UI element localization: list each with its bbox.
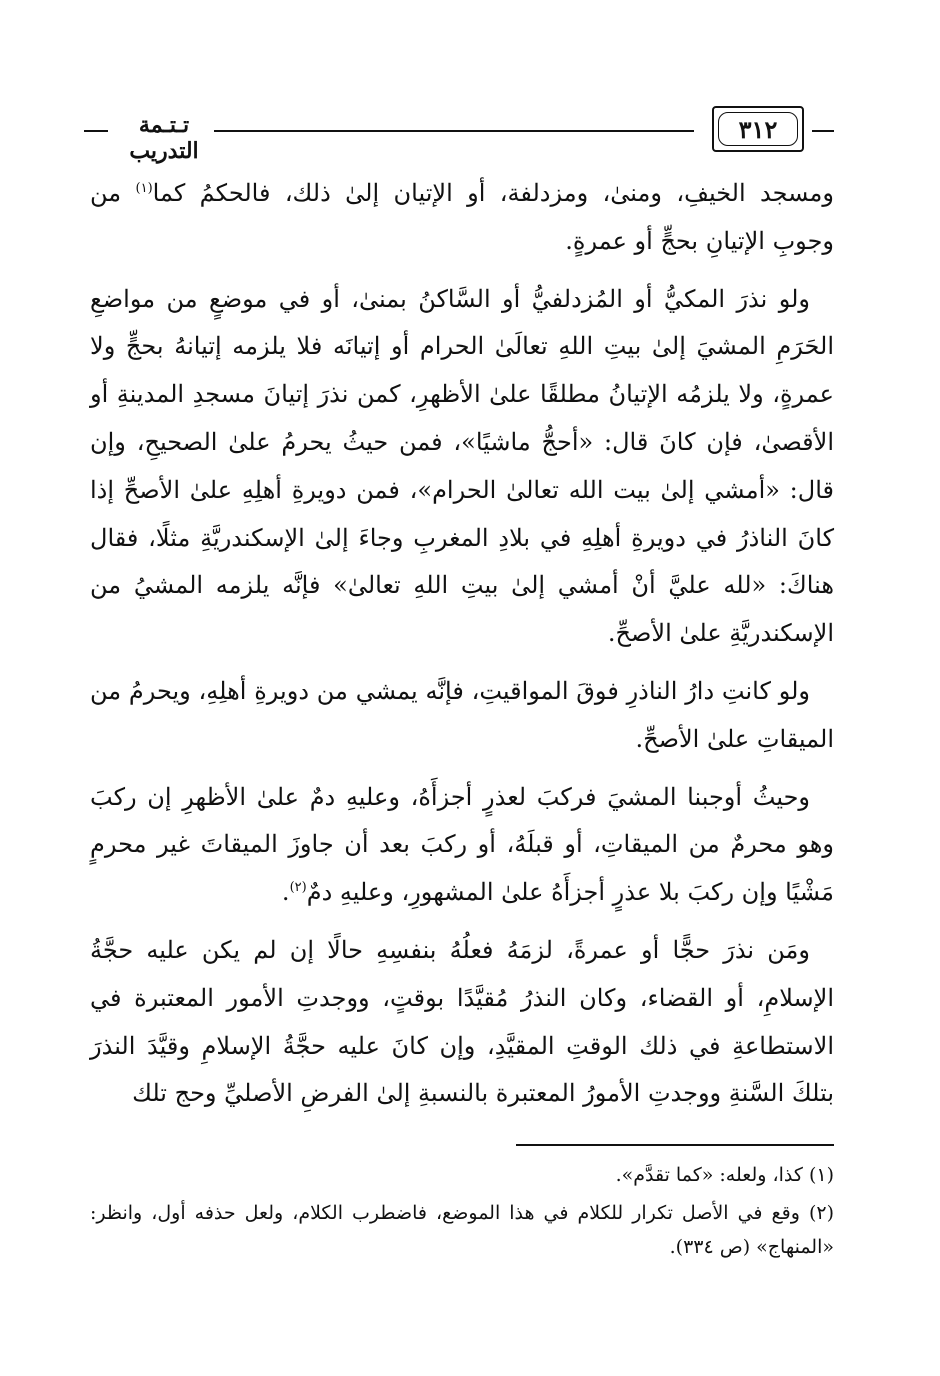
main-text — [90, 170, 834, 1128]
footnote-separator — [516, 1144, 834, 1146]
footnote-ref-2: (٢) — [289, 880, 307, 896]
paragraph-4-text: وحيثُ أوجبنا المشيَ فركبَ لعذرٍ أجزأَهُ، وعليهِ دمٌ علىٰ الأظهرِ إن ركبَ وهو محرمٌ من الميقاتِ، أو قبلَهُ، أو ركبَ بعد أن جاوزَ الميقاتَ غير محرمٍ مَشْيًا وإن ركبَ بلا عذرٍ أجزأَهُ علىٰ المشهورِ، وعليهِ دمٌ — [90, 782, 834, 907]
header-rule — [214, 130, 694, 132]
footnote-2-text: وقع في الأصل تكرار للكلام في هذا الموضع، فاضطرب الكلام، ولعل حذفه أول، وانظر: «المنهاج» (ص ٣٣٤). — [90, 1202, 834, 1258]
footnote-2 — [90, 1196, 834, 1264]
paragraph-4-text-end: . — [281, 878, 290, 907]
footnote-1 — [90, 1158, 834, 1192]
paragraph-1-text-end: من وجوبِ الإتيانِ بحجٍّ أو عمرةٍ. — [90, 179, 834, 255]
footnote-1-number: (١) — [808, 1164, 834, 1186]
running-title: تـتـمة التدريب — [129, 112, 199, 164]
paragraph-5: ومَن نذرَ حجًّا أو عمرةً، لزمَهُ فعلُهُ بنفسِهِ حالًا إن لم يكن عليه حجَّةُ الإسلامِ، أو القضاء، وكان النذرُ مُقيَّدًا بوقتٍ، ووجدتِ الأمور المعتبرة في الاستطاعةِ في ذلك الوقتِ المقيَّدِ، وإن كانَ عليه حجَّةُ الإسلامِ وقيَّدَ النذرَ بتلكَ السَّنةِ ووجدتِ الأمورُ المعتبرة بالنسبةِ إلىٰ الفرضِ الأصليِّ وحج تلك — [90, 935, 835, 1108]
header-dash-right — [812, 130, 834, 132]
footnote-ref-1: (١) — [135, 181, 153, 196]
page-header — [84, 104, 836, 164]
footnote-2-number: (٢) — [808, 1202, 834, 1224]
page-number: ٣١٢ — [718, 112, 798, 146]
footnote-1-text: كذا، ولعله: «كما تقدَّم». — [615, 1164, 803, 1186]
footnotes — [90, 1158, 834, 1268]
paragraph-1 — [90, 170, 834, 266]
paragraph-3: ولو كانتِ دارُ الناذرِ فوقَ المواقيتِ، فإنَّه يمشي من دويرةِ أهلِهِ، ويحرمُ من الميقاتِ علىٰ الأصحِّ. — [90, 676, 834, 753]
page-number-box — [712, 106, 804, 152]
paragraph-4 — [90, 774, 834, 917]
paragraph-2: ولو نذرَ المكيُّ أو المُزدلفيُّ أو السَّاكنُ بمنىٰ، أو في موضعٍ من مواضعِ الحَرَمِ المشيَ إلىٰ بيتِ اللهِ تعالَىٰ الحرام أو إتيانَه فلا يلزمه إتيانهُ بحجٍّ ولا عمرةٍ، ولا يلزمُه الإتيانُ مطلقًا علىٰ الأظهرِ، كمن نذرَ إتيانَ مسجدِ المدينةِ أو الأقصىٰ، فإن كانَ قال: «أحجُّ ماشيًا»، فمن حيثُ يحرمُ علىٰ الصحيحِ، وإن قال: «أمشي إلىٰ بيت الله تعالىٰ الحرام»، فمن دويرةِ أهلِهِ علىٰ الأصحِّ إذا كانَ الناذرُ في دويرةِ أهلِهِ في بلادِ المغربِ وجاءَ إلىٰ الإسكندريَّةِ مثلًا، فقال هناكَ: «لله عليَّ أنْ أمشي إلىٰ بيتِ اللهِ تعالىٰ» فإنَّه يلزمه المشيُ من الإسكندريَّةِ علىٰ الأصحِّ. — [90, 284, 834, 648]
paragraph-1-text: ومسجد الخيفِ، ومنىٰ، ومزدلفة، أو الإتيان إلىٰ ذلك، فالحكمُ كما — [152, 179, 834, 207]
header-dash-left — [84, 130, 108, 132]
